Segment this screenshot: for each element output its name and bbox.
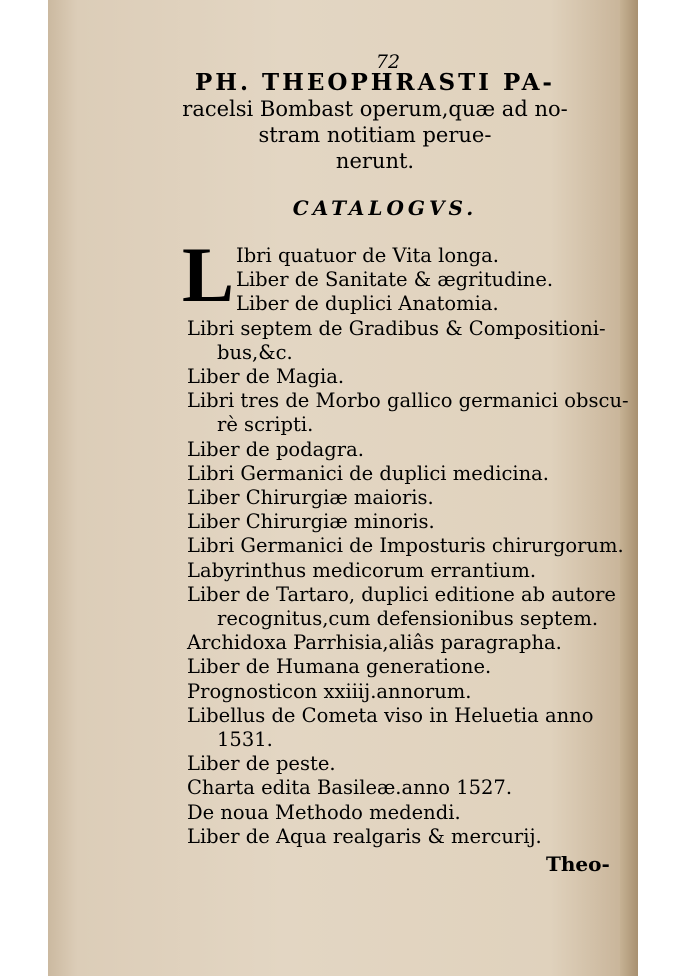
catalog-entry: Charta edita Basileæ.anno 1527. xyxy=(187,776,513,800)
catalog-entry: Liber de Magia. xyxy=(187,365,345,389)
catalog-entry: 1531. xyxy=(217,728,273,752)
drop-cap: L xyxy=(182,231,235,318)
catalog-entry: bus,&c. xyxy=(217,340,293,364)
catalog-entry: recognitus,cum defensionibus septem. xyxy=(217,607,599,631)
page-title xyxy=(140,70,610,174)
catalog-entry: rè scripti. xyxy=(217,413,314,437)
catalog-entry: Libri Germanici de Imposturis chirurgorum. xyxy=(187,534,624,558)
catalog-entry: Liber de duplici Anatomia. xyxy=(236,292,499,316)
catalog-entry: Libri tres de Morbo gallico germanici obscu- xyxy=(187,389,629,413)
catalog-entry: Libellus de Cometa viso in Heluetia anno xyxy=(187,703,594,727)
catalog-entry: De noua Methodo medendi. xyxy=(187,800,461,824)
catalog-entry: Labyrinthus medicorum errantium. xyxy=(187,558,537,582)
catalog-entry: Liber Chirurgiæ minoris. xyxy=(187,510,435,534)
catalog-entry: Liber de Sanitate & ægritudine. xyxy=(236,268,554,292)
catalog-entry: Liber de Humana generatione. xyxy=(187,655,492,679)
catalog-list xyxy=(187,244,627,849)
catalog-entry: Liber de peste. xyxy=(187,752,336,776)
page-number: 72 xyxy=(375,51,401,73)
catalog-entry: Archidoxa Parrhisia,aliâs paragrapha. xyxy=(187,631,562,655)
title-line-2: racelsi Bombast operum,quæ ad no- xyxy=(182,97,568,121)
catalog-entry: Libri Germanici de duplici medicina. xyxy=(187,461,549,485)
catalog-entry: Libri septem de Gradibus & Compositioni- xyxy=(187,316,606,340)
catalog-entry: Liber Chirurgiæ maioris. xyxy=(187,486,434,510)
title-line-3: stram notitiam perue- xyxy=(258,123,492,147)
catalog-entry: Prognosticon xxiiij.annorum. xyxy=(187,679,472,703)
title-line-1: PH. THEOPHRASTI PA- xyxy=(195,69,555,96)
title-line-4: nerunt. xyxy=(335,149,415,173)
catalog-entry: Liber de Aqua realgaris & mercurij. xyxy=(187,824,542,848)
catalog-entry: Liber de Tartaro, duplici editione ab autore xyxy=(187,582,616,606)
catchword: Theo- xyxy=(546,852,610,876)
catalog-entry: Ibri quatuor de Vita longa. xyxy=(236,244,499,267)
catalog-entry: Liber de podagra. xyxy=(187,437,364,461)
catalog-heading: CATALOGVS. xyxy=(292,196,478,220)
